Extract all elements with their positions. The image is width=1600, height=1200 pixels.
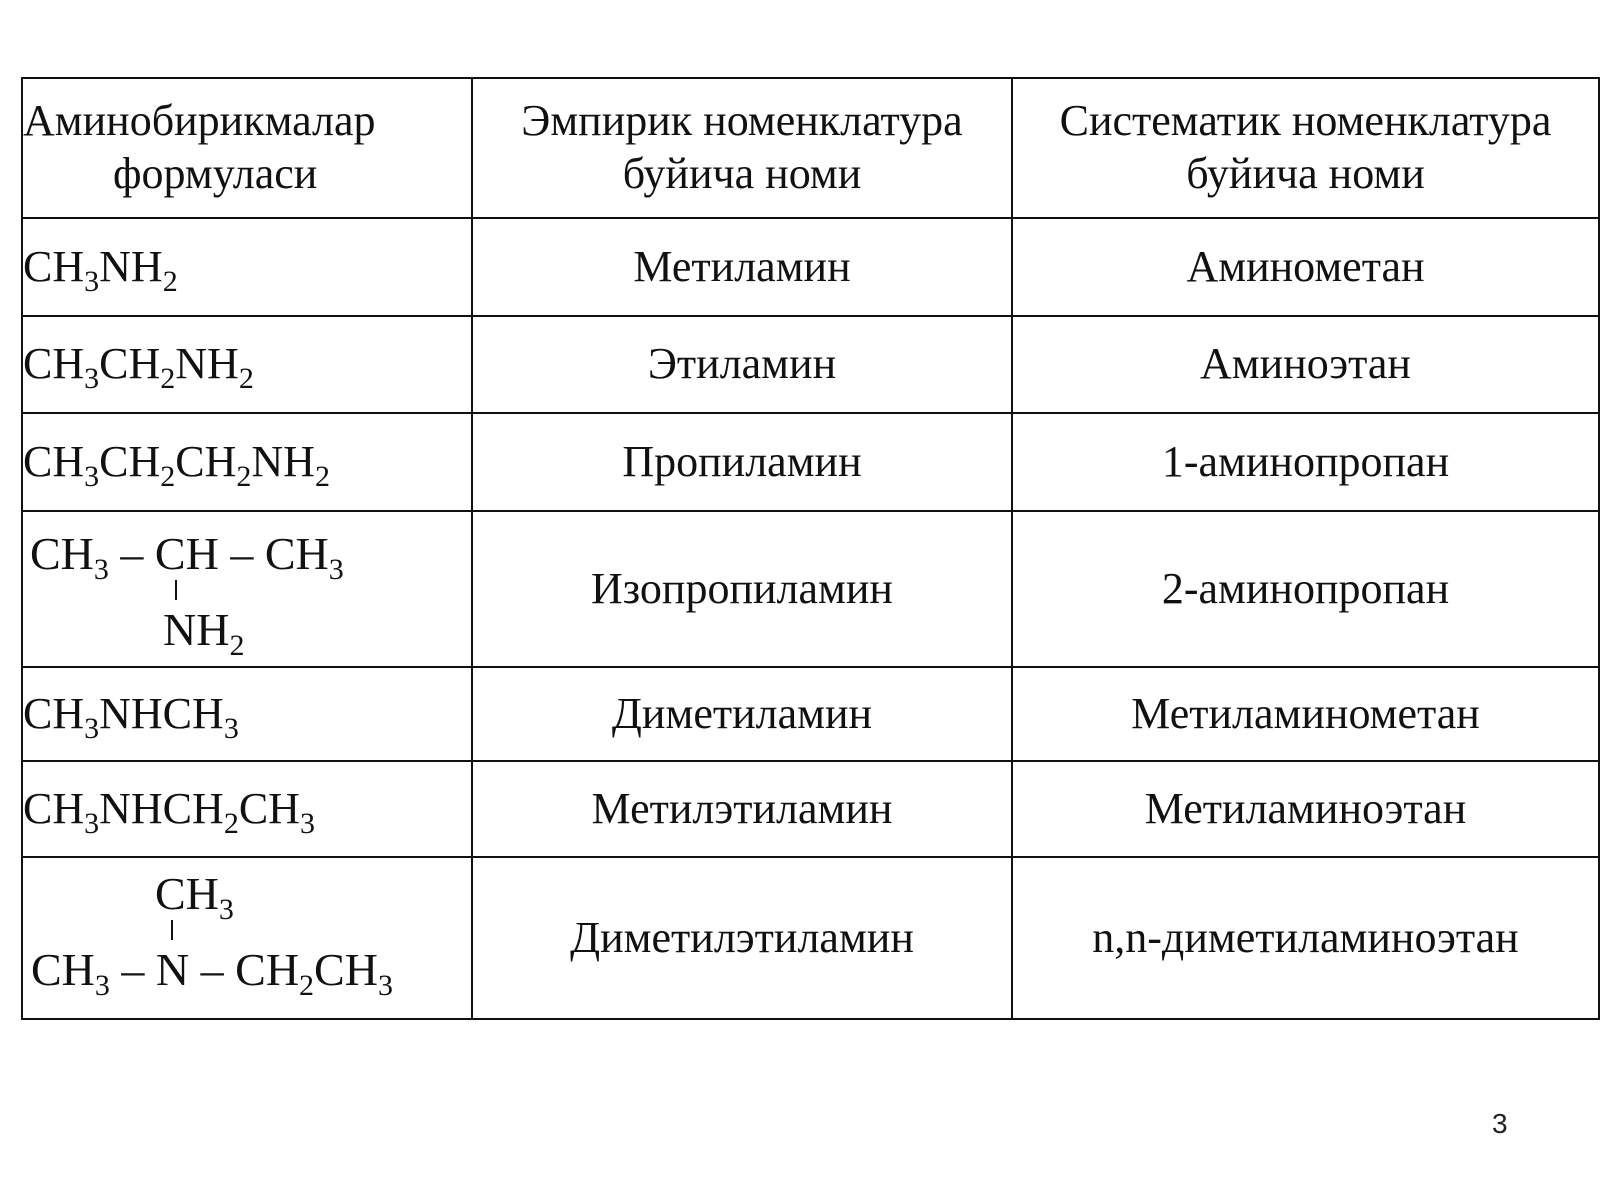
formula-propylamine: $CH_3CH_2CH_2NH_2$ [22, 413, 472, 511]
isopropyl-amino-group: $NH_2$ [163, 604, 245, 662]
n-methyl-group: $CH_3$ [155, 868, 234, 926]
dimethylethyl-main-chain: $CH_3$ – N – $CH_2CH_3$ [31, 944, 393, 1002]
formula-ethylamine: $CH_3CH_2NH_2$ [22, 316, 472, 413]
systematic-name: 1-аминопропан [1012, 413, 1599, 511]
header-formula-line1: Аминобирикмалар [23, 96, 376, 146]
amine-nomenclature-table [21, 77, 1600, 1020]
formula-methylamine: $CH_3NH_2$ [22, 218, 472, 316]
header-empirical [472, 78, 1012, 218]
isopropyl-main-chain: $CH_3$ – CH – $CH_3$ [30, 528, 344, 586]
systematic-name: Аминоэтан [1012, 316, 1599, 413]
systematic-name: 2-аминопропан [1012, 511, 1599, 667]
table-row [22, 761, 1599, 857]
page-number: 3 [1492, 1108, 1508, 1139]
vertical-bond [171, 920, 173, 940]
table-row [22, 413, 1599, 511]
empirical-name: Метиламин [472, 218, 1012, 316]
formula-isopropylamine [22, 511, 472, 667]
table-row [22, 316, 1599, 413]
header-formula-line2: формуласи [113, 149, 318, 198]
vertical-bond [175, 580, 177, 600]
empirical-name: Изопропиламин [472, 511, 1012, 667]
formula-dimethylethylamine [22, 857, 472, 1019]
table-header-row [22, 78, 1599, 218]
systematic-name: Метиламиноэтан [1012, 761, 1599, 857]
table-row [22, 511, 1599, 667]
empirical-name: Пропиламин [472, 413, 1012, 511]
empirical-name: Диметиламин [472, 667, 1012, 761]
table-row [22, 857, 1599, 1019]
empirical-name: Диметилэтиламин [472, 857, 1012, 1019]
header-formula [22, 78, 472, 218]
table-row [22, 218, 1599, 316]
systematic-name: Аминометан [1012, 218, 1599, 316]
systematic-name: n,n-диметиламиноэтан [1012, 857, 1599, 1019]
header-systematic-line2: буйича номи [1186, 149, 1425, 198]
formula-methylethylamine: $CH_3NHCH_2CH_3$ [22, 761, 472, 857]
header-systematic-line1: Систематик номенклатура [1059, 96, 1552, 146]
empirical-name: Метилэтиламин [472, 761, 1012, 857]
header-empirical-line2: буйича номи [622, 149, 862, 198]
systematic-name: Метиламинометан [1012, 667, 1599, 761]
header-empirical-line1: Эмпирик номенклатура [521, 96, 963, 146]
header-systematic [1012, 78, 1599, 218]
empirical-name: Этиламин [472, 316, 1012, 413]
formula-dimethylamine: $CH_3NHCH_3$ [22, 667, 472, 761]
table-row [22, 667, 1599, 761]
